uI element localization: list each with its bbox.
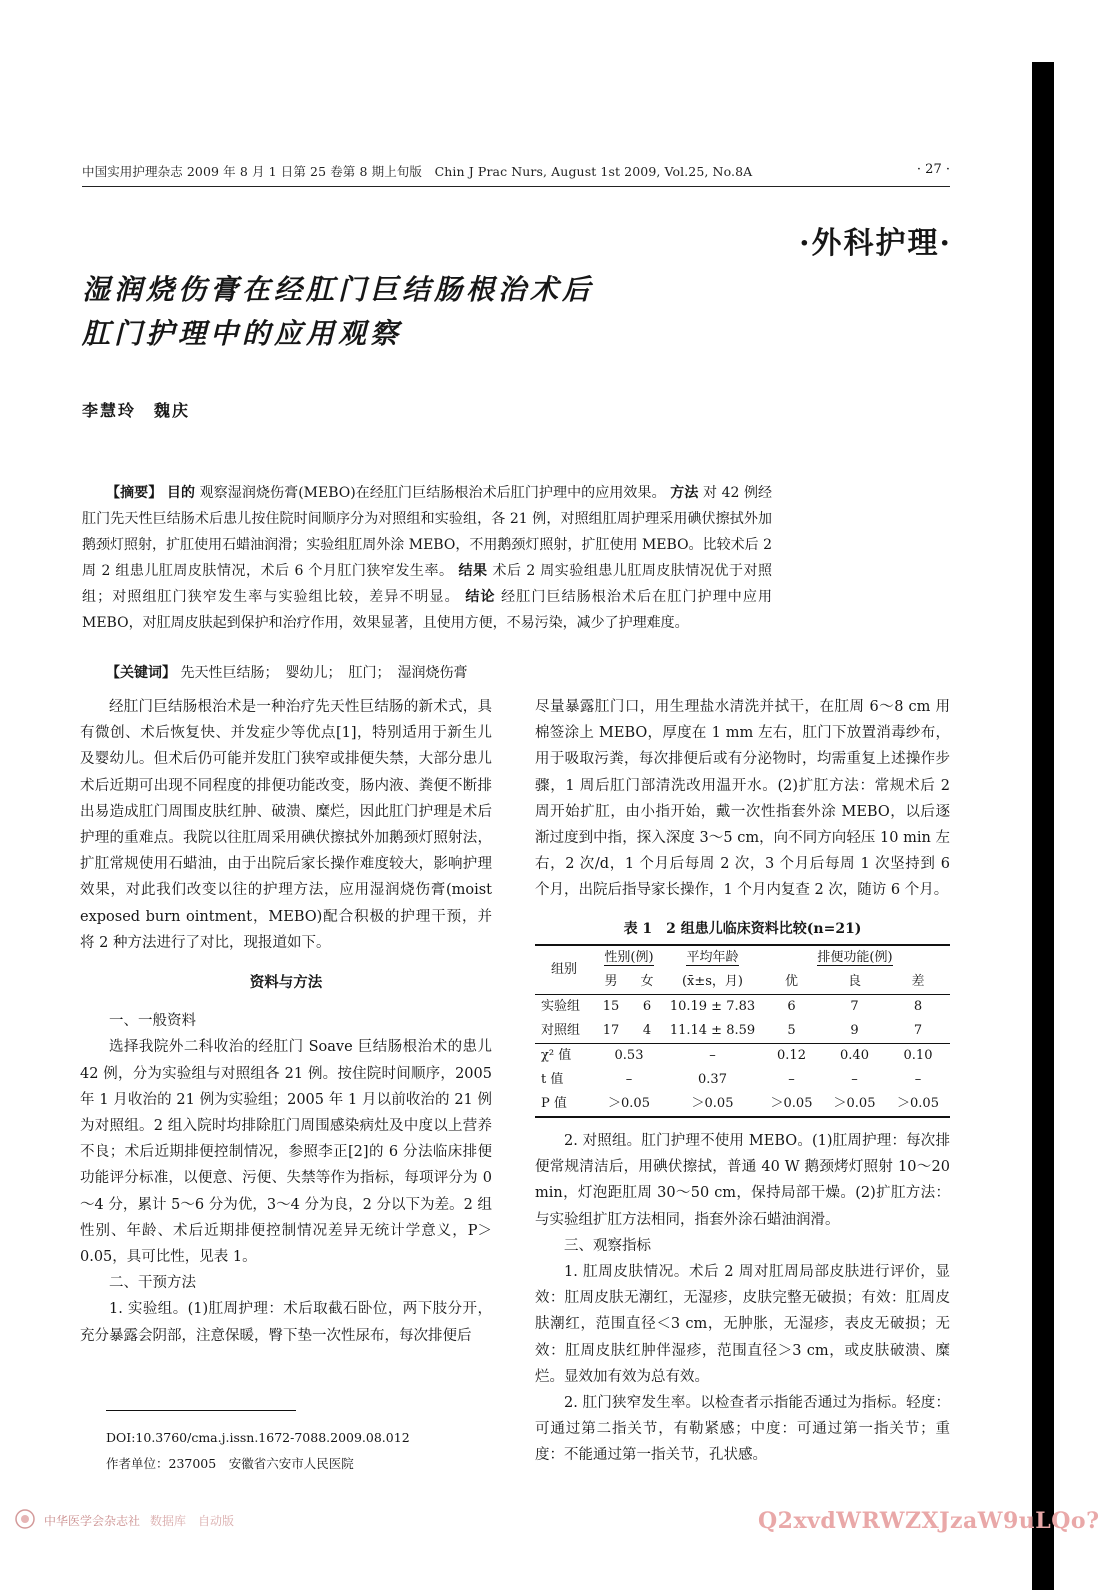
table-cell: 4	[642, 1023, 652, 1038]
footnote-rule	[106, 1410, 296, 1411]
keywords	[82, 662, 772, 684]
section-heading-materials: 资料与方法	[249, 974, 323, 992]
body-left-column	[80, 694, 492, 1349]
table-row	[535, 1019, 950, 1044]
table-cell: 10.19 ± 7.83	[665, 995, 760, 1020]
keywords-text: 先天性巨结肠； 婴幼儿； 肛门； 湿润烧伤膏	[180, 665, 468, 681]
table-header-sex: 性别(例)	[593, 945, 665, 970]
subheading-observation: 三、观察指标	[564, 1237, 651, 1254]
general-paragraph: 选择我院外二科收治的经肛门 Soave 巨结肠根治术的患儿 42 例，分为实验组与对照组各 21 例。按住院时间顺序，2005 年 1 月收治的 21 例为实验组；2005 年 1 月以前收治的 21 例为对照组。2 组入院时均排除肛门周围感染病灶及中度以上营养不良；术后近期排便控制情况，参照李正[2]的 6 分法临床排便功能评分标准，以便意、污便、失禁等作为指标，每项评分为 0～4 分，累计 5～6 分为优，3～4 分为良，2 分以下为差。2 组性别、年龄、术后近期排便控制情况差异无统计学意义，P＞0.05，具可比性，见表 1。	[80, 1039, 492, 1266]
watermark: Q2xvdWRWZXJzaW9uLQo?	[758, 1508, 1100, 1534]
publisher-logo-icon	[14, 1508, 36, 1530]
table-row	[535, 995, 950, 1020]
table-cell: ＞0.05	[760, 1092, 823, 1117]
table-cell: P 值	[535, 1092, 593, 1117]
subheading-intervention: 二、干预方法	[109, 1275, 196, 1292]
table-cell: –	[788, 1072, 795, 1087]
observation-skin-paragraph: 1. 肛周皮肤情况。术后 2 周对肛周局部皮肤进行评价，显效：肛周皮肤无潮红，无湿疹，皮肤完整无破损；有效：肛周皮肤潮红，范围直径＜3 cm，无肿胀，无湿疹，表皮无破损；无效：肛周皮肤红肿伴湿疹，范围直径＞3 cm，或皮肤破溃、糜烂。显效加有效为总有效。	[535, 1264, 950, 1385]
table-cell: 0.37	[698, 1072, 727, 1087]
authors: 李慧玲 魏庆	[82, 401, 191, 420]
body-right-column-bottom	[535, 1128, 950, 1469]
article-title-line-2: 肛门护理中的应用观察	[82, 317, 403, 350]
objective-label: 目的	[166, 485, 196, 501]
header-rule	[82, 186, 950, 187]
table-header-age: 平均年龄	[665, 945, 760, 970]
table-cell: 0.10	[886, 1044, 950, 1069]
subheading-general: 一、一般资料	[109, 1013, 196, 1030]
table-header-good: 优	[784, 974, 798, 989]
table-cell: 5	[787, 1023, 796, 1038]
results-label: 结果	[458, 563, 488, 579]
table-header-group: 组别	[535, 945, 593, 995]
table-cell: 0.12	[760, 1044, 823, 1069]
affiliation-footnote: 作者单位：237005 安徽省六安市人民医院	[106, 1456, 354, 1471]
table-caption: 表 1 2 组患儿临床资料比较(n=21)	[623, 921, 862, 937]
control-paragraph: 2. 对照组。肛门护理不使用 MEBO。(1)肛周护理：每次排便常规清洁后，用碘伏擦拭，普通 40 W 鹅颈烤灯照射 10～20 min，灯泡距肛周 30～50 cm，保持局部干燥。(2)扩肛方法：与实验组扩肛方法相同，指套外涂石蜡油润滑。	[535, 1133, 950, 1228]
scan-edge-bar	[1032, 62, 1054, 1590]
methods-text: 对 42 例经肛门先天性巨结肠术后患儿按住院时间顺序分为对照组和实验组，各 21 例，对照组肛周护理采用碘伏擦拭外加鹅颈灯照射，扩肛使用石蜡油润滑；实验组肛周外涂 MEBO，不用鹅颈灯照射，扩肛使用 MEBO。比较术后 2 周 2 组患儿肛周皮肤情况，术后 6 个月肛门狭窄发生率。	[82, 485, 773, 579]
database-mark: 数据库 自动版	[150, 1514, 235, 1528]
table-row	[535, 1092, 950, 1117]
journal-header: 中国实用护理杂志 2009 年 8 月 1 日第 25 卷第 8 期上旬版 Chin J Prac Nurs, August 1st 2009, Vol.25, No.8A	[82, 164, 753, 179]
table-row	[535, 1068, 950, 1092]
intro-paragraph: 经肛门巨结肠根治术是一种治疗先天性巨结肠的新术式，具有微创、术后恢复快、并发症少等优点[1]，特别适用于新生儿及婴幼儿。但术后仍可能并发肛门狭窄或排便失禁，大部分患儿术后近期可出现不同程度的排便功能改变，肠内液、粪便不断排出易造成肛门周围皮肤红肿、破溃、糜烂，因此肛门护理是术后护理的重难点。我院以往肛周采用碘伏擦拭外加鹅颈灯照射法，扩肛常规使用石蜡油，由于出院后家长操作难度较大，影响护理效果，对此我们改变以往的护理方法，应用湿润烧伤膏(moist exposed burn ointment，MEBO)配合积极的护理干预，并将 2 种方法进行了对比，现报道如下。	[80, 699, 492, 951]
table-cell: t 值	[541, 1072, 564, 1087]
table-header-fair: 良	[847, 974, 861, 989]
methods-label: 方法	[670, 485, 699, 501]
table-cell: –	[851, 1072, 858, 1087]
table-cell: 6	[629, 995, 665, 1020]
table-cell: 15	[593, 995, 629, 1020]
table-cell: ＞0.05	[823, 1092, 886, 1117]
continuation-paragraph: 尽量暴露肛门口，用生理盐水清洗并拭干，在肛周 6～8 cm 用棉签涂上 MEBO，厚度在 1 mm 左右，肛门下放置消毒纱布，用于吸取污粪，每次排便后或有分泌物时，均需重复上述操作步骤，1 周后肛门部清洗改用温开水。(2)扩肛方法：常规术后 2 周开始扩肛，由小指开始，戴一次性指套外涂 MEBO，以后逐渐过度到中指，探入深度 3～5 cm，向不同方向轻压 10 min 左右，2 次/d，1 个月后每周 2 次，3 个月后每周 1 次坚持到 6 个月，出院后指导家长操作，1 个月内复查 2 次，随访 6 个月。	[535, 699, 950, 899]
section-tag: ·外科护理·	[799, 226, 952, 261]
article-title-line-1: 湿润烧伤膏在经肛门巨结肠根治术后	[82, 273, 595, 306]
table-cell: 0.53	[593, 1044, 665, 1069]
abstract-label: 【摘要】	[106, 485, 163, 501]
table-cell: 17	[602, 1023, 620, 1038]
table-cell: ＞0.05	[886, 1092, 950, 1117]
table-cell: ＞0.05	[593, 1092, 665, 1117]
doi-footnote: DOI:10.3760/cma.j.issn.1672-7088.2009.08.012	[106, 1430, 410, 1445]
table-header-age-unit: (x̄±s，月)	[681, 974, 744, 989]
table-header-poor: 差	[911, 974, 925, 989]
conclusion-text: 经肛门巨结肠根治术后在肛门护理中应用 MEBO，对肛周皮肤起到保护和治疗作用，效果显著，且使用方便，不易污染，减少了护理难度。	[82, 589, 773, 631]
table-cell: 7	[823, 995, 886, 1020]
table-cell: –	[665, 1044, 760, 1069]
table-cell: –	[625, 1072, 633, 1087]
table-cell: 7	[913, 1023, 923, 1038]
table-cell: 对照组	[541, 1023, 581, 1038]
table-cell: ＞0.05	[665, 1092, 760, 1117]
table-header-bowel: 排便功能(例)	[760, 945, 950, 970]
page-number: · 27 ·	[916, 162, 950, 177]
results-text: 术后 2 周实验组患儿肛周皮肤情况优于对照组；对照组肛门狭窄发生率与实验组比较，差异不明显。	[82, 563, 772, 605]
table-header-female: 女	[640, 974, 654, 989]
body-right-column-top	[535, 694, 950, 904]
keywords-label: 【关键词】	[106, 665, 176, 681]
clinical-data-table	[535, 944, 950, 1118]
publisher-mark: 中华医学会杂志社	[44, 1514, 141, 1528]
table-row	[535, 1044, 950, 1069]
table-cell: 实验组	[535, 995, 593, 1020]
observation-stenosis-paragraph: 2. 肛门狭窄发生率。以检查者示指能否通过为指标。轻度：可通过第二指关节，有勒紧感；中度：可通过第一指关节；重度：不能通过第一指关节，孔状感。	[535, 1395, 950, 1464]
table-header-male: 男	[604, 974, 618, 989]
table-cell: χ² 值	[535, 1044, 593, 1069]
table-cell: 11.14 ± 8.59	[669, 1023, 756, 1038]
table-cell: 9	[850, 1023, 859, 1038]
table-cell: –	[914, 1072, 922, 1087]
intervention-paragraph: 1. 实验组。(1)肛周护理：术后取截石卧位，两下肢分开，充分暴露会阴部，注意保暖，臀下垫一次性尿布，每次排便后	[80, 1301, 492, 1344]
conclusion-label: 结论	[465, 589, 496, 605]
table-cell: 6	[760, 995, 823, 1020]
table-cell: 8	[886, 995, 950, 1020]
objective-text: 观察湿润烧伤膏(MEBO)在经肛门巨结肠根治术后肛门护理中的应用效果。	[199, 485, 666, 501]
table-cell: 0.40	[823, 1044, 886, 1069]
abstract	[82, 480, 772, 636]
